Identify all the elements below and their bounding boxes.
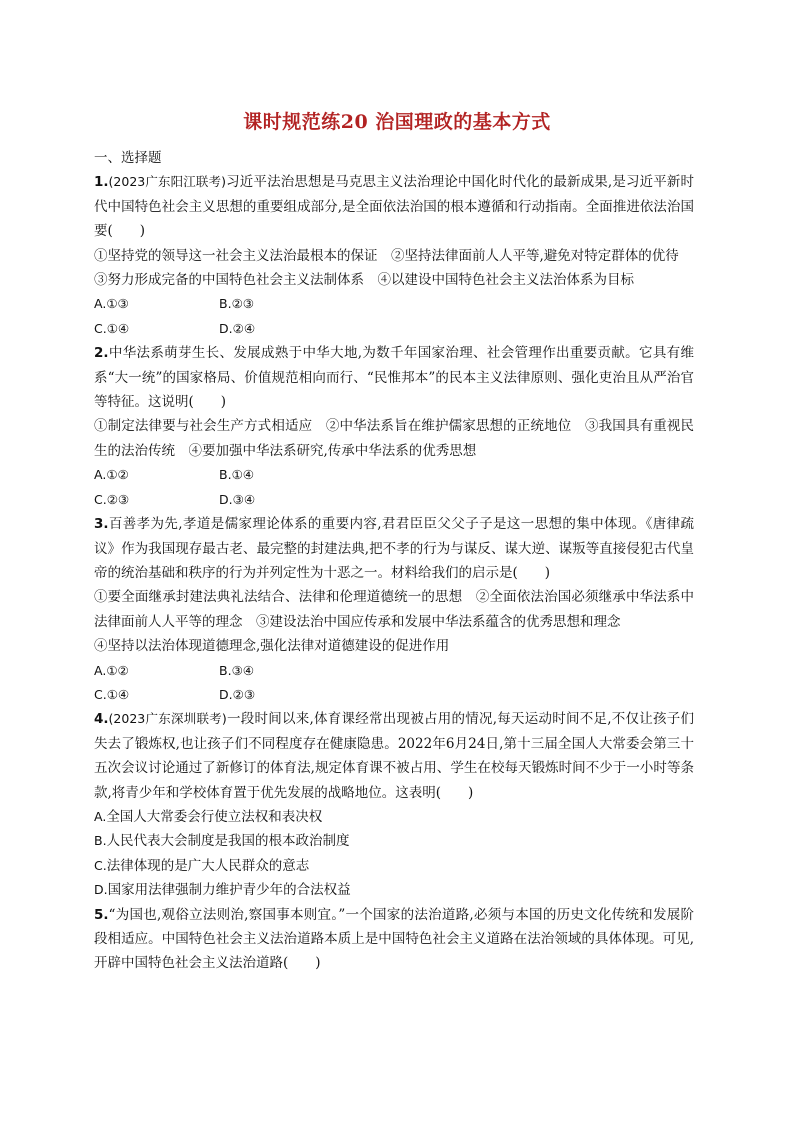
- choice-b: B.③④: [219, 662, 254, 678]
- choice-d: D.国家用法律强制力维护青少年的合法权益: [94, 882, 351, 899]
- statement-line: ①要全面继承封建法典礼法结合、法律和伦理道德统一的思想 ②全面依法治国必须继承中华法系中法律面前人人平等的理念 ③建设法治中国应传承和发展中华法系蕴含的优秀思想和理念: [94, 589, 694, 630]
- statement-line: ①制定法律要与社会生产方式相适应 ②中华法系旨在维护儒家思想的正统地位 ③我国具有重视民生的法治传统 ④要加强中华法系研究,传承中华法系的优秀思想: [94, 418, 694, 459]
- statement-line: ①坚持党的领导这一社会主义法治最根本的保证 ②坚持法律面前人人平等,避免对特定群体的优待: [94, 247, 679, 264]
- question-source: (2023广东深圳联考): [108, 711, 227, 727]
- choice-row: [94, 317, 694, 341]
- question-stem: [94, 903, 694, 976]
- choice-row: [94, 659, 694, 683]
- question-text: 习近平法治思想是马克思主义法治理论中国化时代化的最新成果,是习近平新时代中国特色社会主义思想的重要组成部分,是全面依法治国的根本遵循和行动指南。全面推进依法治国要( ): [94, 174, 694, 240]
- statement-line: ④坚持以法治体现道德理念,强化法律对道德建设的促进作用: [94, 638, 450, 655]
- question-4: [94, 707, 694, 902]
- choice-a: A.全国人大常委会行使立法权和表决权: [94, 808, 323, 825]
- choice-c: C.①④: [94, 320, 130, 336]
- question-number: 3.: [94, 516, 109, 533]
- question-1: [94, 170, 694, 341]
- question-text: 一段时间以来,体育课经常出现被占用的情况,每天运动时间不足,不仅让孩子们失去了锻炼权,也让孩子们不同程度存在健康隐患。2022年6月24日,第十三届全国人大常委会第三十五次会议讨论通过了新修订的体育法,规定体育课不被占用、学生在校每天锻炼时间不少于一小时等条款,将青少年和学校体育置于优先发展的战略地位。这表明( ): [94, 711, 694, 801]
- question-stem: [94, 341, 694, 414]
- choice-row: [94, 488, 694, 512]
- choice-c: C.法律体现的是广大人民群众的意志: [94, 857, 310, 874]
- choice-d: D.②④: [219, 320, 256, 336]
- question-number: 4.: [94, 711, 109, 728]
- choice-a: A.①③: [94, 296, 129, 312]
- choice-b: B.人民代表大会制度是我国的根本政治制度: [94, 833, 350, 850]
- choice-a: A.①②: [94, 467, 129, 483]
- question-text: 百善孝为先,孝道是儒家理论体系的重要内容,君君臣臣父父子子是这一思想的集中体现。《唐律疏议》作为我国现存最古老、最完整的封建法典,把不孝的行为与谋反、谋大逆、谋叛等直接侵犯古代皇帝的统治基础和秩序的行为并列定性为十恶之一。材料给我们的启示是( ): [94, 516, 694, 581]
- question-source: (2023广东阳江联考): [108, 174, 227, 190]
- question-number: 5.: [94, 906, 109, 923]
- choice-d: D.③④: [219, 491, 256, 507]
- question-3: [94, 512, 694, 707]
- choice-c: C.②③: [94, 491, 130, 507]
- choice-row: [94, 292, 694, 316]
- choice-c: C.①④: [94, 686, 130, 702]
- question-text: 中华法系萌芽生长、发展成熟于中华大地,为数千年国家治理、社会管理作出重要贡献。它具有维系“大一统”的国家格局、价值规范相向而行、“民惟邦本”的民本主义法律原则、强化吏治且从严治官等特征。这说明( ): [94, 345, 694, 411]
- question-5: [94, 903, 694, 976]
- choice-b: B.②③: [219, 296, 254, 312]
- choice-row: [94, 683, 694, 707]
- choice-row: [94, 463, 694, 487]
- document-title: 课时规范练20 治国理政的基本方式: [243, 111, 551, 133]
- section-heading: 一、选择题: [94, 150, 162, 166]
- question-2: [94, 341, 694, 512]
- choice-a: A.①②: [94, 662, 129, 678]
- question-stem: [94, 707, 694, 805]
- question-stem: [94, 512, 694, 585]
- choice-d: D.②③: [219, 686, 256, 702]
- document-body: [94, 146, 694, 976]
- question-stem: [94, 170, 694, 243]
- question-number: 1.: [94, 174, 109, 191]
- choice-b: B.①④: [219, 467, 254, 483]
- statement-line: ③努力形成完备的中国特色社会主义法制体系 ④以建设中国特色社会主义法治体系为目标: [94, 272, 634, 289]
- question-number: 2.: [94, 345, 109, 362]
- question-text: “为国也,观俗立法则治,察国事本则宜。”一个国家的法治道路,必须与本国的历史文化传统和发展阶段相适应。中国特色社会主义法治道路本质上是中国特色社会主义道路在法治领域的具体体现。可见,开辟中国特色社会主义法治道路( ): [94, 906, 694, 972]
